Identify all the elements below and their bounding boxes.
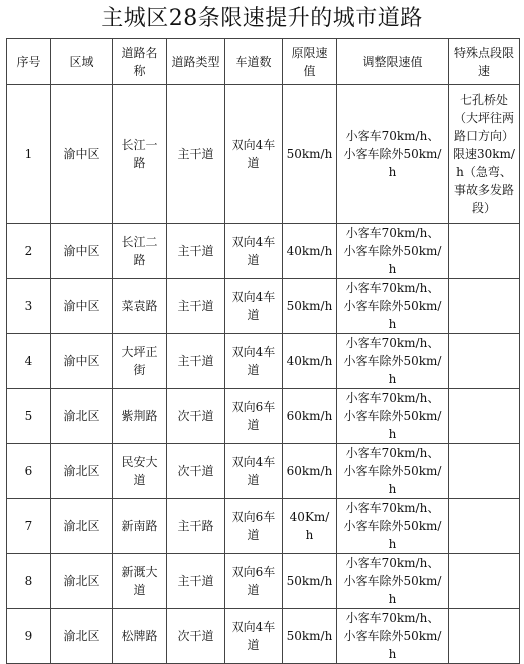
cell-old-limit: 40Km/h	[283, 499, 337, 554]
cell-no: 9	[7, 609, 51, 664]
cell-road: 大坪正街	[113, 334, 167, 389]
table-header-row	[7, 39, 520, 85]
cell-new-limit: 小客车70km/h、小客车除外50km/h	[337, 85, 449, 224]
cell-special	[449, 444, 520, 499]
cell-new-limit: 小客车70km/h、小客车除外50km/h	[337, 389, 449, 444]
cell-area: 渝中区	[51, 334, 113, 389]
cell-old-limit: 60km/h	[283, 389, 337, 444]
cell-area: 渝中区	[51, 279, 113, 334]
header-area: 区域	[51, 39, 113, 85]
cell-special	[449, 554, 520, 609]
cell-road: 松牌路	[113, 609, 167, 664]
cell-lanes: 双向4车道	[225, 444, 283, 499]
table-row	[7, 224, 520, 279]
cell-lanes: 双向6车道	[225, 389, 283, 444]
cell-special	[449, 279, 520, 334]
table-row	[7, 389, 520, 444]
road-speed-table	[6, 38, 520, 664]
cell-road: 菜袁路	[113, 279, 167, 334]
cell-no: 1	[7, 85, 51, 224]
cell-type: 次干道	[167, 389, 225, 444]
table-row	[7, 444, 520, 499]
cell-area: 渝中区	[51, 224, 113, 279]
cell-no: 8	[7, 554, 51, 609]
cell-area: 渝北区	[51, 444, 113, 499]
cell-area: 渝北区	[51, 499, 113, 554]
cell-new-limit: 小客车70km/h、小客车除外50km/h	[337, 334, 449, 389]
cell-no: 3	[7, 279, 51, 334]
cell-lanes: 双向4车道	[225, 85, 283, 224]
cell-new-limit: 小客车70km/h、小客车除外50km/h	[337, 609, 449, 664]
cell-area: 渝中区	[51, 85, 113, 224]
cell-special	[449, 499, 520, 554]
cell-area: 渝北区	[51, 609, 113, 664]
cell-type: 次干道	[167, 609, 225, 664]
header-lanes: 车道数	[225, 39, 283, 85]
cell-special: 七孔桥处（大坪往两路口方向）限速30km/h（急弯、事故多发路段）	[449, 85, 520, 224]
header-no: 序号	[7, 39, 51, 85]
cell-type: 主干道	[167, 224, 225, 279]
table-row	[7, 609, 520, 664]
cell-old-limit: 50km/h	[283, 554, 337, 609]
cell-old-limit: 50km/h	[283, 279, 337, 334]
cell-no: 4	[7, 334, 51, 389]
cell-area: 渝北区	[51, 554, 113, 609]
header-new-limit: 调整限速值	[337, 39, 449, 85]
cell-road: 紫荆路	[113, 389, 167, 444]
cell-type: 主干道	[167, 85, 225, 224]
cell-type: 主干道	[167, 554, 225, 609]
cell-old-limit: 60km/h	[283, 444, 337, 499]
cell-lanes: 双向6车道	[225, 499, 283, 554]
table-row	[7, 554, 520, 609]
cell-type: 主干道	[167, 279, 225, 334]
table-row	[7, 499, 520, 554]
page-title: 主城区28条限速提升的城市道路	[101, 6, 423, 31]
table-row	[7, 334, 520, 389]
cell-special	[449, 334, 520, 389]
table-row	[7, 85, 520, 224]
cell-lanes: 双向4车道	[225, 224, 283, 279]
cell-special	[449, 609, 520, 664]
cell-lanes: 双向6车道	[225, 554, 283, 609]
table-row	[7, 279, 520, 334]
cell-new-limit: 小客车70km/h、小客车除外50km/h	[337, 444, 449, 499]
header-road: 道路名称	[113, 39, 167, 85]
cell-no: 2	[7, 224, 51, 279]
cell-special	[449, 389, 520, 444]
cell-lanes: 双向4车道	[225, 609, 283, 664]
header-special: 特殊点段限速	[449, 39, 520, 85]
cell-no: 5	[7, 389, 51, 444]
cell-road: 长江一路	[113, 85, 167, 224]
cell-no: 6	[7, 444, 51, 499]
cell-old-limit: 50km/h	[283, 609, 337, 664]
cell-road: 长江二路	[113, 224, 167, 279]
cell-new-limit: 小客车70km/h、小客车除外50km/h	[337, 554, 449, 609]
cell-type: 主干道	[167, 334, 225, 389]
cell-old-limit: 50km/h	[283, 85, 337, 224]
header-type: 道路类型	[167, 39, 225, 85]
header-old-limit: 原限速值	[283, 39, 337, 85]
cell-new-limit: 小客车70km/h、小客车除外50km/h	[337, 224, 449, 279]
cell-type: 主干路	[167, 499, 225, 554]
cell-lanes: 双向4车道	[225, 279, 283, 334]
cell-old-limit: 40km/h	[283, 334, 337, 389]
cell-new-limit: 小客车70km/h、小客车除外50km/h	[337, 499, 449, 554]
cell-special	[449, 224, 520, 279]
cell-area: 渝北区	[51, 389, 113, 444]
cell-lanes: 双向4车道	[225, 334, 283, 389]
cell-old-limit: 40km/h	[283, 224, 337, 279]
cell-new-limit: 小客车70km/h、小客车除外50km/h	[337, 279, 449, 334]
cell-no: 7	[7, 499, 51, 554]
cell-road: 新南路	[113, 499, 167, 554]
cell-road: 新溉大道	[113, 554, 167, 609]
cell-type: 次干道	[167, 444, 225, 499]
cell-road: 民安大道	[113, 444, 167, 499]
